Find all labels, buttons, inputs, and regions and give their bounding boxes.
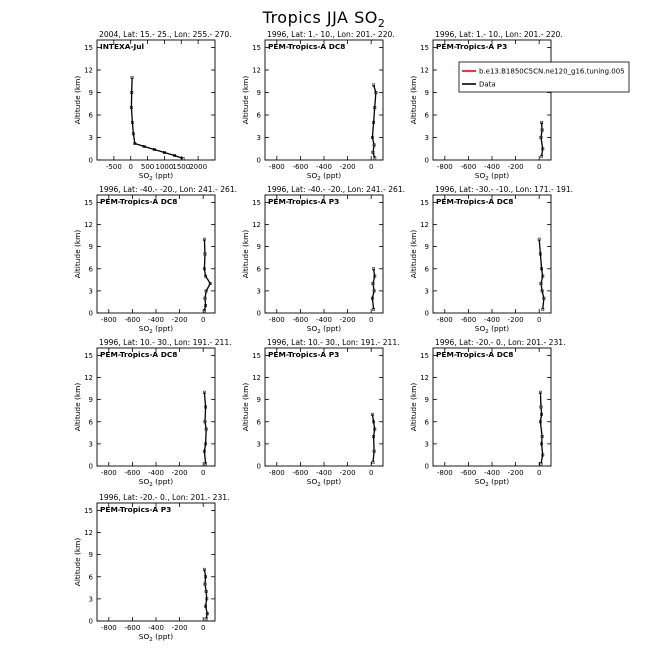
x-axis-label: $SO_2$ (ppt)	[306, 477, 342, 488]
x-tick-label: -600	[460, 316, 477, 324]
plot-frame	[265, 348, 383, 466]
panel-header: 1996, Lat: -20.- 0., Lon: 201.- 231.	[99, 493, 230, 502]
y-axis-label: Altitude (km)	[409, 75, 418, 125]
panel-header: 1996, Lat: -30.- -10., Lon: 171.- 191.	[435, 185, 574, 194]
x-axis-label: $SO_2$ (ppt)	[138, 632, 174, 643]
y-tick-label: 0	[256, 156, 261, 165]
y-tick-label: 0	[256, 462, 261, 471]
panel-4	[73, 185, 237, 335]
campaign-label: PEM-Tropics-A DC8	[436, 197, 514, 206]
y-tick-label: 9	[88, 551, 93, 560]
y-tick-label: 0	[88, 617, 93, 626]
x-tick-label: 0	[536, 469, 542, 477]
y-tick-label: 0	[88, 309, 93, 318]
y-tick-label: 15	[84, 351, 93, 360]
x-tick-label: -600	[292, 316, 309, 324]
x-tick-label: -600	[292, 469, 309, 477]
x-tick-label: 0	[536, 163, 542, 171]
x-tick-label: -800	[436, 469, 453, 477]
y-tick-label: 15	[420, 198, 429, 207]
panel-1	[73, 30, 232, 182]
plot-frame	[97, 195, 215, 313]
plot-frame	[97, 348, 215, 466]
campaign-label: PEM-Tropics-A P3	[100, 505, 172, 514]
panel-header: 1996, Lat: -40.- -20., Lon: 241.- 261.	[99, 185, 238, 194]
y-tick-label: 15	[420, 351, 429, 360]
y-tick-label: 9	[88, 243, 93, 252]
y-tick-label: 3	[88, 287, 93, 296]
x-tick-label: -200	[171, 316, 188, 324]
y-tick-label: 15	[84, 506, 93, 515]
x-tick-label: -800	[100, 624, 117, 632]
legend-entry: Data	[479, 80, 496, 89]
y-tick-label: 3	[256, 440, 261, 449]
x-tick-label: -400	[316, 469, 332, 477]
y-tick-label: 6	[424, 111, 429, 120]
x-axis-label: $SO_2$ (ppt)	[306, 171, 342, 182]
y-tick-label: 6	[88, 573, 93, 582]
y-tick-label: 0	[256, 309, 261, 318]
y-tick-label: 12	[420, 66, 429, 75]
x-tick-label: -800	[268, 316, 285, 324]
y-tick-label: 6	[256, 265, 261, 274]
x-tick-label: -600	[292, 163, 309, 171]
x-tick-label: -400	[484, 316, 500, 324]
x-tick-label: -200	[339, 163, 356, 171]
campaign-label: PEM-Tropics-A DC8	[100, 197, 178, 206]
panel-10	[73, 493, 230, 643]
campaign-label: PEM-Tropics-A DC8	[268, 42, 346, 51]
y-tick-label: 3	[424, 287, 429, 296]
x-axis-label: $SO_2$ (ppt)	[138, 477, 174, 488]
x-tick-label: 0	[368, 469, 374, 477]
y-axis-label: Altitude (km)	[73, 537, 82, 587]
plot-frame	[433, 40, 551, 160]
panel-header: 1996, Lat: -40.- -20., Lon: 241.- 261.	[267, 185, 406, 194]
y-tick-label: 6	[256, 418, 261, 427]
data-line	[540, 392, 542, 464]
y-tick-label: 6	[424, 265, 429, 274]
campaign-label: PEM-Tropics-A P3	[436, 42, 508, 51]
y-tick-label: 12	[420, 374, 429, 382]
x-tick-label: 1000	[155, 163, 174, 171]
y-tick-label: 3	[88, 134, 93, 142]
x-tick-label: -800	[268, 163, 285, 171]
campaign-label: PEM-Tropics-A P3	[268, 197, 340, 206]
x-tick-label: 0	[128, 163, 133, 171]
campaign-label: PEM-Tropics-A DC8	[436, 350, 514, 359]
panel-header: 2004, Lat: 15.- 25., Lon: 255.- 270.	[99, 30, 232, 39]
y-tick-label: 3	[256, 287, 261, 296]
y-tick-label: 9	[424, 89, 429, 97]
legend	[459, 62, 629, 92]
y-tick-label: 12	[252, 221, 261, 229]
y-tick-label: 3	[424, 440, 429, 449]
x-tick-label: 0	[536, 316, 542, 324]
panel-9	[409, 338, 566, 488]
y-tick-label: 15	[252, 44, 261, 52]
y-tick-label: 6	[88, 418, 93, 427]
x-axis-label: $SO_2$ (ppt)	[474, 324, 510, 335]
y-tick-label: 15	[84, 44, 93, 52]
panel-header: 1996, Lat: 1.- 10., Lon: 201.- 220.	[435, 30, 563, 39]
x-tick-label: -800	[436, 316, 453, 324]
y-axis-label: Altitude (km)	[409, 229, 418, 279]
x-tick-label: 0	[368, 316, 374, 324]
plot-frame	[265, 195, 383, 313]
y-tick-label: 6	[424, 418, 429, 427]
y-tick-label: 6	[256, 111, 261, 120]
y-axis-label: Altitude (km)	[73, 229, 82, 279]
x-tick-label: -200	[171, 624, 188, 632]
y-axis-label: Altitude (km)	[73, 75, 82, 125]
x-tick-label: -200	[507, 163, 524, 171]
y-axis-label: Altitude (km)	[409, 382, 418, 432]
y-tick-label: 12	[252, 374, 261, 382]
y-tick-label: 12	[84, 221, 93, 229]
plot-frame	[97, 40, 215, 160]
y-tick-label: 9	[88, 89, 93, 97]
x-tick-label: 2000	[189, 163, 208, 171]
y-tick-label: 3	[88, 440, 93, 449]
x-tick-label: -600	[460, 163, 477, 171]
x-tick-label: 1500	[172, 163, 191, 171]
x-axis-label: $SO_2$ (ppt)	[138, 324, 174, 335]
y-tick-label: 9	[256, 396, 261, 405]
y-tick-label: 15	[84, 198, 93, 207]
campaign-label: PEM-Tropics-A P3	[268, 350, 340, 359]
x-axis-label: $SO_2$ (ppt)	[138, 171, 174, 182]
x-tick-label: -200	[339, 469, 356, 477]
x-tick-label: -200	[339, 316, 356, 324]
panel-header: 1996, Lat: 1.- 10., Lon: 201.- 220.	[267, 30, 395, 39]
x-tick-label: -600	[460, 469, 477, 477]
figure-title: Tropics JJA $SO_2$	[262, 8, 386, 31]
y-tick-label: 12	[84, 529, 93, 537]
panel-6	[409, 185, 573, 335]
legend-entry: b.e13.B1850C5CN.ne120_g16.tuning.005	[479, 67, 625, 76]
y-tick-label: 15	[252, 198, 261, 207]
y-tick-label: 0	[88, 156, 93, 165]
x-tick-label: -800	[100, 316, 117, 324]
plot-frame	[265, 40, 383, 160]
panel-3	[409, 30, 629, 182]
y-tick-label: 12	[84, 66, 93, 75]
x-tick-label: 500	[140, 163, 155, 171]
y-tick-label: 15	[420, 44, 429, 52]
x-tick-label: -400	[316, 163, 332, 171]
y-tick-label: 3	[256, 134, 261, 142]
x-tick-label: -800	[100, 469, 117, 477]
plot-frame	[433, 348, 551, 466]
y-tick-label: 9	[256, 243, 261, 252]
y-tick-label: 9	[424, 243, 429, 252]
x-tick-label: -800	[436, 163, 453, 171]
data-line	[541, 123, 543, 157]
y-tick-label: 0	[424, 309, 429, 318]
y-tick-label: 9	[88, 396, 93, 405]
y-tick-label: 0	[424, 156, 429, 165]
y-tick-label: 3	[424, 134, 429, 142]
y-axis-label: Altitude (km)	[241, 382, 250, 432]
x-tick-label: 0	[200, 316, 206, 324]
x-tick-label: 0	[200, 469, 206, 477]
plot-frame	[97, 503, 215, 621]
y-tick-label: 12	[420, 221, 429, 229]
y-tick-label: 12	[84, 374, 93, 382]
y-tick-label: 6	[88, 111, 93, 120]
data-line	[372, 414, 374, 462]
x-tick-label: -400	[316, 316, 332, 324]
y-tick-label: 12	[252, 66, 261, 75]
x-tick-label: -200	[507, 316, 524, 324]
x-tick-label: 0	[200, 624, 206, 632]
x-tick-label: -400	[148, 624, 164, 632]
y-tick-label: 9	[256, 89, 261, 97]
x-axis-label: $SO_2$ (ppt)	[474, 171, 510, 182]
y-tick-label: 9	[424, 396, 429, 405]
panel-header: 1996, Lat: 10.- 30., Lon: 191.- 211.	[267, 338, 400, 347]
panel-header: 1996, Lat: 10.- 30., Lon: 191.- 211.	[99, 338, 232, 347]
x-tick-label: -200	[171, 469, 188, 477]
x-axis-label: $SO_2$ (ppt)	[474, 477, 510, 488]
y-tick-label: 15	[252, 351, 261, 360]
panel-7	[73, 338, 232, 488]
x-tick-label: -400	[484, 163, 500, 171]
panel-header: 1996, Lat: -20.- 0., Lon: 201.- 231.	[435, 338, 566, 347]
x-tick-label: -200	[507, 469, 524, 477]
x-tick-label: -500	[105, 163, 122, 171]
plot-frame	[433, 195, 551, 313]
x-tick-label: -600	[124, 624, 141, 632]
x-tick-label: -600	[124, 469, 141, 477]
y-tick-label: 0	[424, 462, 429, 471]
campaign-label: PEM-Tropics-A DC8	[100, 350, 178, 359]
x-tick-label: -800	[268, 469, 285, 477]
y-tick-label: 6	[88, 265, 93, 274]
y-axis-label: Altitude (km)	[241, 75, 250, 125]
x-tick-label: -600	[124, 316, 141, 324]
x-axis-label: $SO_2$ (ppt)	[306, 324, 342, 335]
data-line	[539, 239, 544, 309]
panel-8	[241, 338, 400, 488]
y-tick-label: 0	[88, 462, 93, 471]
y-tick-label: 3	[88, 595, 93, 604]
x-tick-label: -400	[148, 469, 164, 477]
campaign-label: INTEXA-Jul	[100, 42, 145, 51]
panel-2	[241, 30, 395, 182]
y-axis-label: Altitude (km)	[73, 382, 82, 432]
x-tick-label: -400	[484, 469, 500, 477]
y-axis-label: Altitude (km)	[241, 229, 250, 279]
x-tick-label: -400	[148, 316, 164, 324]
panel-5	[241, 185, 405, 335]
x-tick-label: 0	[368, 163, 374, 171]
data-line	[131, 78, 183, 159]
